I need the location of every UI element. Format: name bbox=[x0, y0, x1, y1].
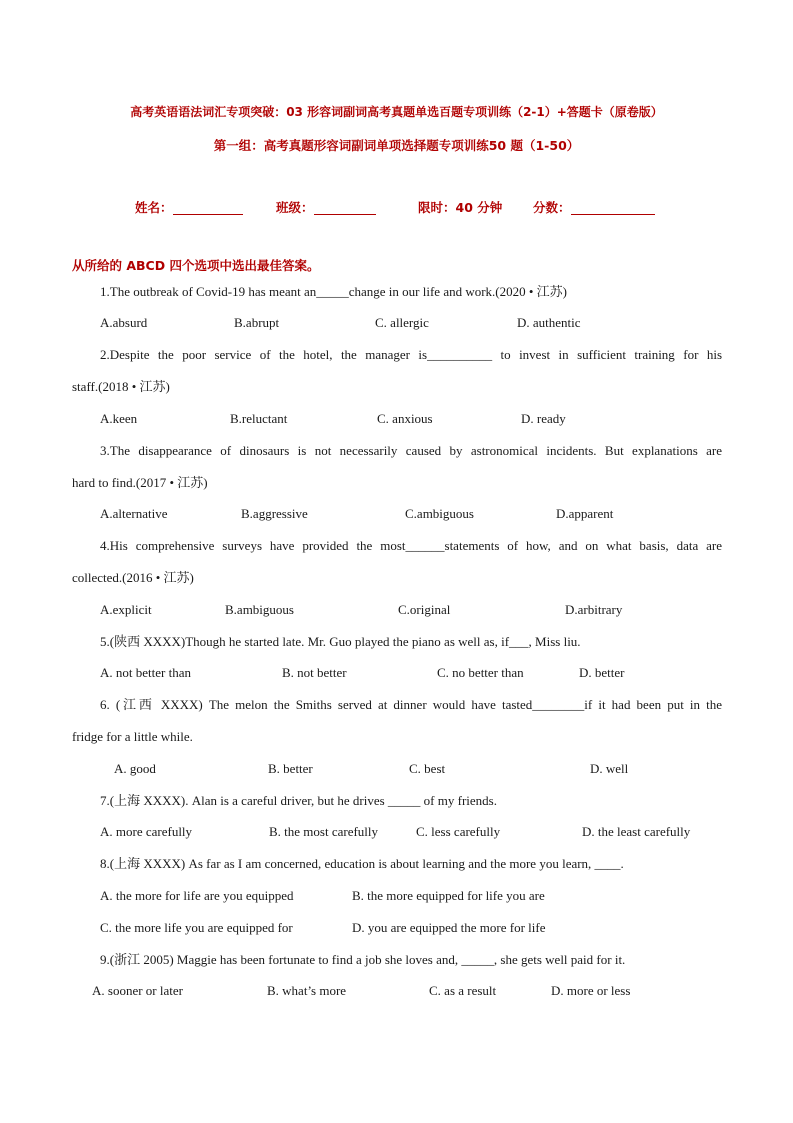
class-blank[interactable] bbox=[314, 200, 376, 215]
question-6-stem: 6. (江西 XXXX) The melon the Smiths served at dinner would have tasted________if it had been put in the bbox=[100, 697, 722, 712]
question-3-stem-cont: hard to find.(2017 • 江苏) bbox=[72, 475, 208, 490]
q3-option-d[interactable]: D.apparent bbox=[556, 506, 614, 521]
q2-option-c[interactable]: C. anxious bbox=[377, 411, 433, 426]
q6-option-a[interactable]: A. good bbox=[114, 761, 156, 776]
question-4-stem-cont: collected.(2016 • 江苏) bbox=[72, 570, 194, 585]
q7-option-b[interactable]: B. the most carefully bbox=[269, 824, 379, 839]
question-8-stem: 8.(上海 XXXX) As far as I am concerned, education is about learning and the more you learn, ____. bbox=[100, 856, 624, 871]
instruction-text: 从所给的 ABCD 四个选项中选出最佳答案。 bbox=[72, 258, 320, 273]
q5-option-d[interactable]: D. better bbox=[579, 665, 625, 680]
q9-option-c[interactable]: C. as a result bbox=[429, 983, 497, 998]
name-blank[interactable] bbox=[173, 200, 243, 215]
time-limit: 限时：40 分钟 bbox=[418, 200, 503, 215]
q5-option-b[interactable]: B. not better bbox=[282, 665, 347, 680]
q6-option-b[interactable]: B. better bbox=[268, 761, 313, 776]
q8-option-a[interactable]: A. the more for life are you equipped bbox=[100, 888, 294, 903]
question-2-stem: 2.Despite the poor service of the hotel, the manager is__________ to invest in sufficient training for his bbox=[100, 347, 722, 362]
q4-option-a[interactable]: A.explicit bbox=[100, 602, 152, 617]
q9-option-a[interactable]: A. sooner or later bbox=[92, 983, 183, 998]
question-4-stem: 4.His comprehensive surveys have provided the most______statements of how, and on what basis, data are bbox=[100, 538, 722, 553]
q1-option-b[interactable]: B.abrupt bbox=[234, 315, 280, 330]
q6-option-d[interactable]: D. well bbox=[590, 761, 629, 776]
q7-option-c[interactable]: C. less carefully bbox=[416, 824, 501, 839]
name-label: 姓名： bbox=[135, 200, 173, 215]
score-blank[interactable] bbox=[571, 200, 655, 215]
question-7-stem: 7.(上海 XXXX). Alan is a careful driver, but he drives _____ of my friends. bbox=[100, 793, 497, 808]
q7-option-d[interactable]: D. the least carefully bbox=[582, 824, 691, 839]
q1-option-a[interactable]: A.absurd bbox=[100, 315, 148, 330]
q4-option-b[interactable]: B.ambiguous bbox=[225, 602, 294, 617]
q3-option-b[interactable]: B.aggressive bbox=[241, 506, 308, 521]
q9-option-d[interactable]: D. more or less bbox=[551, 983, 631, 998]
question-9-stem: 9.(浙江 2005) Maggie has been fortunate to find a job she loves and, _____, she gets well paid for it. bbox=[100, 952, 626, 967]
question-6-stem-cont: fridge for a little while. bbox=[72, 729, 193, 744]
class-label: 班级： bbox=[276, 200, 314, 215]
question-2-stem-cont: staff.(2018 • 江苏) bbox=[72, 379, 170, 394]
q8-option-d[interactable]: D. you are equipped the more for life bbox=[352, 920, 546, 935]
question-3-stem: 3.The disappearance of dinosaurs is not necessarily caused by astronomical incidents. But explanations are bbox=[100, 443, 722, 458]
q6-option-c[interactable]: C. best bbox=[409, 761, 446, 776]
document-title: 高考英语语法词汇专项突破：03 形容词副词高考真题单选百题专项训练（2-1）+答题卡（原卷版） bbox=[130, 105, 663, 119]
document-subtitle: 第一组：高考真题形容词副词单项选择题专项训练50 题（1-50） bbox=[213, 138, 580, 153]
name-field[interactable] bbox=[135, 198, 243, 216]
q4-option-d[interactable]: D.arbitrary bbox=[565, 602, 623, 617]
q9-option-b[interactable]: B. what’s more bbox=[267, 983, 347, 998]
q4-option-c[interactable]: C.original bbox=[398, 602, 451, 617]
q1-option-d[interactable]: D. authentic bbox=[517, 315, 581, 330]
q1-option-c[interactable]: C. allergic bbox=[375, 315, 429, 330]
q5-option-a[interactable]: A. not better than bbox=[100, 665, 191, 680]
student-info-row bbox=[0, 198, 793, 220]
score-field[interactable] bbox=[533, 198, 655, 216]
score-label: 分数： bbox=[533, 200, 571, 215]
question-5-stem: 5.(陕西 XXXX)Though he started late. Mr. Guo played the piano as well as, if___, Miss liu. bbox=[100, 634, 581, 649]
q2-option-a[interactable]: A.keen bbox=[100, 411, 138, 426]
q8-option-b[interactable]: B. the more equipped for life you are bbox=[352, 888, 545, 903]
q5-option-c[interactable]: C. no better than bbox=[437, 665, 524, 680]
q8-option-c[interactable]: C. the more life you are equipped for bbox=[100, 920, 293, 935]
q2-option-d[interactable]: D. ready bbox=[521, 411, 566, 426]
q2-option-b[interactable]: B.reluctant bbox=[230, 411, 288, 426]
q7-option-a[interactable]: A. more carefully bbox=[100, 824, 193, 839]
q3-option-c[interactable]: C.ambiguous bbox=[405, 506, 474, 521]
class-field[interactable] bbox=[276, 198, 376, 216]
question-1-stem: 1.The outbreak of Covid-19 has meant an_____change in our life and work.(2020 • 江苏) bbox=[100, 284, 568, 299]
q3-option-a[interactable]: A.alternative bbox=[100, 506, 168, 521]
